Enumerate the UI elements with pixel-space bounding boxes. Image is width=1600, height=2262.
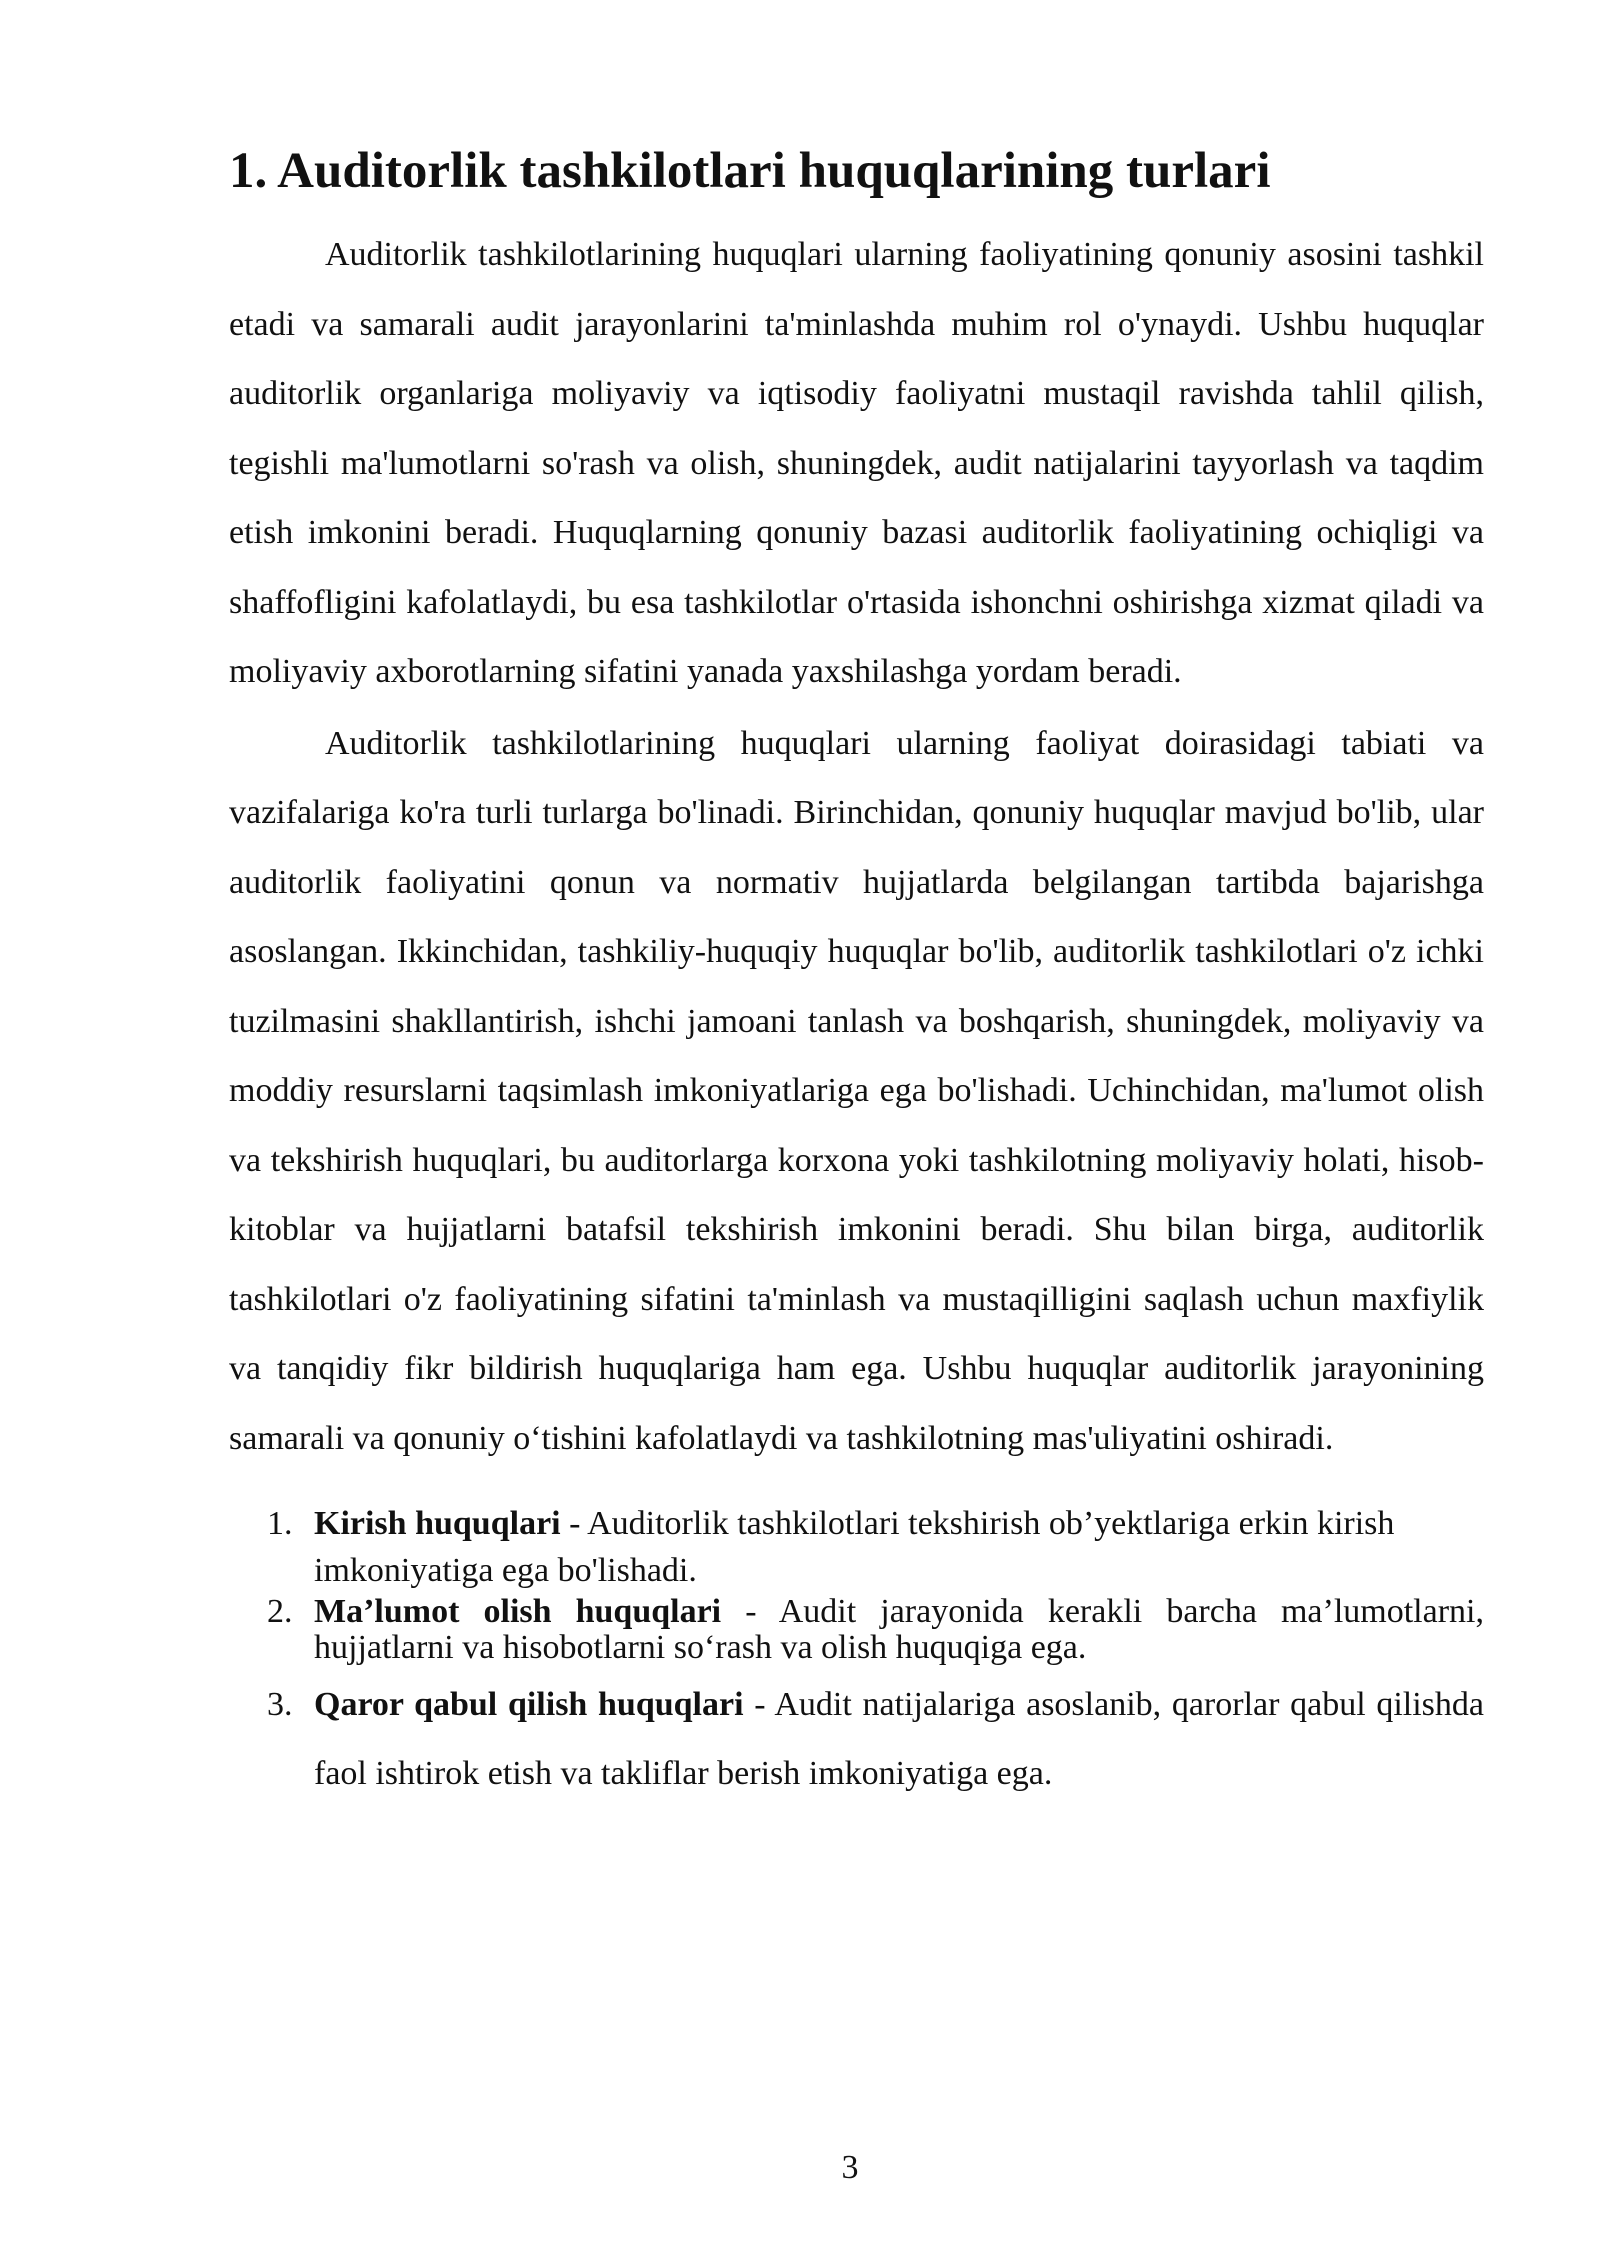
paragraph-types: Auditorlik tashkilotlarining huquqlari ularning faoliyat doirasidagi tabiati va vazifalariga ko'ra turli turlarga bo'linadi. Birinchidan, qonuniy huquqlar mavjud bo'lib, ular auditorlik faoliyatini qonun va normativ hujjatlarda belgilangan tartibda bajarishga asoslangan. Ikkinchidan, tashkiliy-huquqiy huquqlar bo'lib, auditorlik tashkilotlari o'z ichki tuzilmasini shakllantirish, ishchi jamoani tanlash va boshqarish, shuningdek, moliyaviy va moddiy resurslarni taqsimlash imkoniyatlariga ega bo'lishadi. Uchinchidan, ma'lumot olish va tekshirish huquqlari, bu auditorlarga korxona yoki tashkilotning moliyaviy holati, hisob-kitoblar va hujjatlarni batafsil tekshirish imkonini beradi. Shu bilan birga, auditorlik tashkilotlari o'z faoliyatining sifatini ta'minlash va mustaqilligini saqlash uchun maxfiylik va tanqidiy fikr bildirish huquqlariga ham ega. Ushbu huquqlar auditorlik jarayonining samarali va qonuniy o‘tishini kafolatlaydi va tashkilotning mas'uliyatini oshiradi. [229, 724, 1484, 1457]
list-item [229, 1489, 1484, 1592]
list-number: 1. [267, 1505, 293, 1542]
list-term: Ma’lumot olish huquqlari [314, 1593, 722, 1630]
list-number: 2. [267, 1593, 293, 1630]
list-item [229, 1670, 1484, 1808]
page-content [229, 140, 1484, 1808]
paragraph-intro: Auditorlik tashkilotlarining huquqlari ularning faoliyatining qonuniy asosini tashkil etadi va samarali audit jarayonlarini ta'minlashda muhim rol o'ynaydi. Ushbu huquqlar auditorlik organlariga moliyaviy va iqtisodiy faoliyatni mustaqil ravishda tahlil qilish, tegishli ma'lumotlarni so'rash va olish, shuningdek, audit natijalarini tayyorlash va taqdim etish imkonini beradi. Huquqlarning qonuniy bazasi auditorlik faoliyatining ochiqligi va shaffofligini kafolatlaydi, bu esa tashkilotlar o'rtasida ishonchni oshirishga xizmat qiladi va moliyaviy axborotlarning sifatini yanada yaxshilashga yordam beradi. [229, 236, 1484, 690]
list-text: Audit jarayonida kerakli barcha ma’lumotlarni, hujjatlarni va hisobotlarni so‘rash va olish huquqiga ega. [314, 1593, 1484, 1666]
rights-list [229, 1489, 1484, 1808]
list-separator: - [743, 1686, 775, 1723]
list-term: Qaror qabul qilish huquqlari [314, 1686, 744, 1723]
section-heading: 1. Auditorlik tashkilotlari huquqlarining turlari [229, 143, 1271, 199]
list-separator: - [721, 1593, 779, 1630]
page-number: 3 [841, 2149, 859, 2186]
list-term: Kirish huquqlari [314, 1505, 561, 1542]
list-item [229, 1594, 1484, 1666]
list-text: Auditorlik tashkilotlari tekshirish ob’yektlariga erkin kirish [587, 1505, 1395, 1542]
list-number: 3. [267, 1686, 293, 1723]
list-text: Audit natijalariga asoslanib, qarorlar qabul qilishda faol ishtirok etish va takliflar berish imkoniyatiga ega. [314, 1686, 1484, 1792]
list-text-continued: imkoniyatiga ega bo'lishadi. [314, 1552, 697, 1589]
list-separator: - [560, 1505, 588, 1542]
